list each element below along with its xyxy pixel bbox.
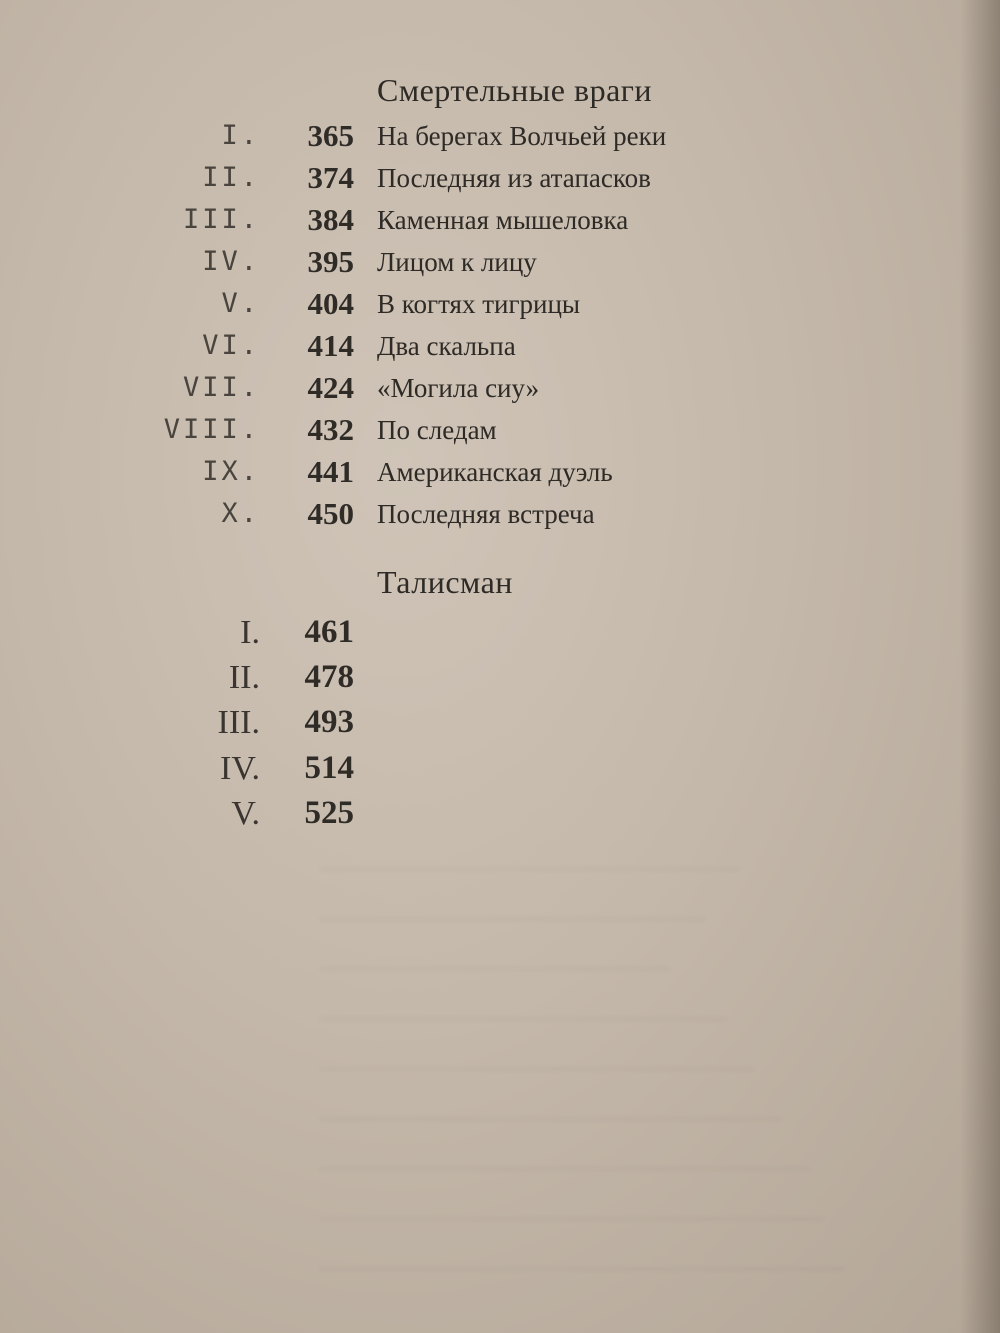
toc-row <box>0 286 1000 326</box>
chapter-roman-numeral: V. <box>231 795 260 832</box>
toc-row <box>0 370 1000 410</box>
toc-row <box>0 328 1000 368</box>
chapter-page-number: 450 <box>307 496 354 531</box>
toc-row <box>0 118 1000 158</box>
toc-row <box>0 412 1000 452</box>
chapter-page-number: 414 <box>307 328 354 363</box>
chapter-title: Лицом к лицу <box>377 247 537 277</box>
toc-row <box>0 454 1000 494</box>
chapter-roman-numeral: IV. <box>202 246 260 277</box>
chapter-roman-numeral: II. <box>202 162 260 193</box>
chapter-page-number: 493 <box>304 704 354 740</box>
toc-row <box>0 659 1000 699</box>
chapter-page-number: 461 <box>304 614 354 650</box>
section-title-talisman: Талисман <box>377 564 513 600</box>
chapter-title: Последняя встреча <box>377 499 595 529</box>
chapter-page-number: 441 <box>307 454 354 489</box>
chapter-page-number: 514 <box>304 750 354 786</box>
show-through-line <box>320 970 726 1020</box>
show-through-line <box>320 1020 754 1070</box>
chapter-page-number: 384 <box>307 202 354 237</box>
toc-row <box>0 704 1000 744</box>
chapter-title: На берегах Волчьей реки <box>377 121 667 151</box>
chapter-title: Последняя из атапасков <box>377 163 651 193</box>
chapter-page-number: 395 <box>307 244 354 279</box>
chapter-page-number: 478 <box>304 659 354 695</box>
chapter-roman-numeral: VI. <box>202 330 260 361</box>
chapter-title: В когтях тигрицы <box>377 289 581 319</box>
chapter-title: Американская дуэль <box>377 457 613 487</box>
toc-row <box>0 614 1000 654</box>
chapter-roman-numeral: III. <box>217 704 260 741</box>
show-through-line <box>320 920 670 970</box>
chapter-page-number: 432 <box>307 412 354 447</box>
show-through-line <box>320 1220 845 1270</box>
chapter-title: По следам <box>377 415 497 445</box>
toc-row <box>0 244 1000 284</box>
section-title-smertelnye-vragi: Смертельные враги <box>377 72 653 108</box>
show-through-line <box>320 820 740 870</box>
chapter-page-number: 404 <box>307 286 354 321</box>
chapter-roman-numeral: V. <box>221 288 260 319</box>
chapter-roman-numeral: I. <box>240 614 260 651</box>
chapter-page-number: 374 <box>307 160 354 195</box>
toc-row <box>0 750 1000 790</box>
toc-row <box>0 202 1000 242</box>
chapter-roman-numeral: I. <box>221 120 260 151</box>
chapter-page-number: 365 <box>307 118 354 153</box>
toc-row <box>0 496 1000 536</box>
show-through-texture <box>180 820 880 1320</box>
show-through-line <box>320 1120 810 1170</box>
chapter-roman-numeral: III. <box>182 204 260 235</box>
show-through-line <box>320 870 705 920</box>
show-through-line <box>320 1170 824 1220</box>
show-through-line <box>320 1070 782 1120</box>
chapter-roman-numeral: VIII. <box>163 414 260 445</box>
chapter-roman-numeral: VII. <box>182 372 260 403</box>
toc-row <box>0 160 1000 200</box>
chapter-roman-numeral: IX. <box>202 456 260 487</box>
chapter-roman-numeral: X. <box>221 498 260 529</box>
chapter-title: Два скальпа <box>377 331 516 361</box>
chapter-title: «Могила сиу» <box>377 373 540 403</box>
chapter-roman-numeral: IV. <box>220 750 260 787</box>
chapter-page-number: 525 <box>304 795 354 831</box>
chapter-roman-numeral: II. <box>228 659 260 696</box>
chapter-page-number: 424 <box>307 370 354 405</box>
chapter-title: Каменная мышеловка <box>377 205 629 235</box>
